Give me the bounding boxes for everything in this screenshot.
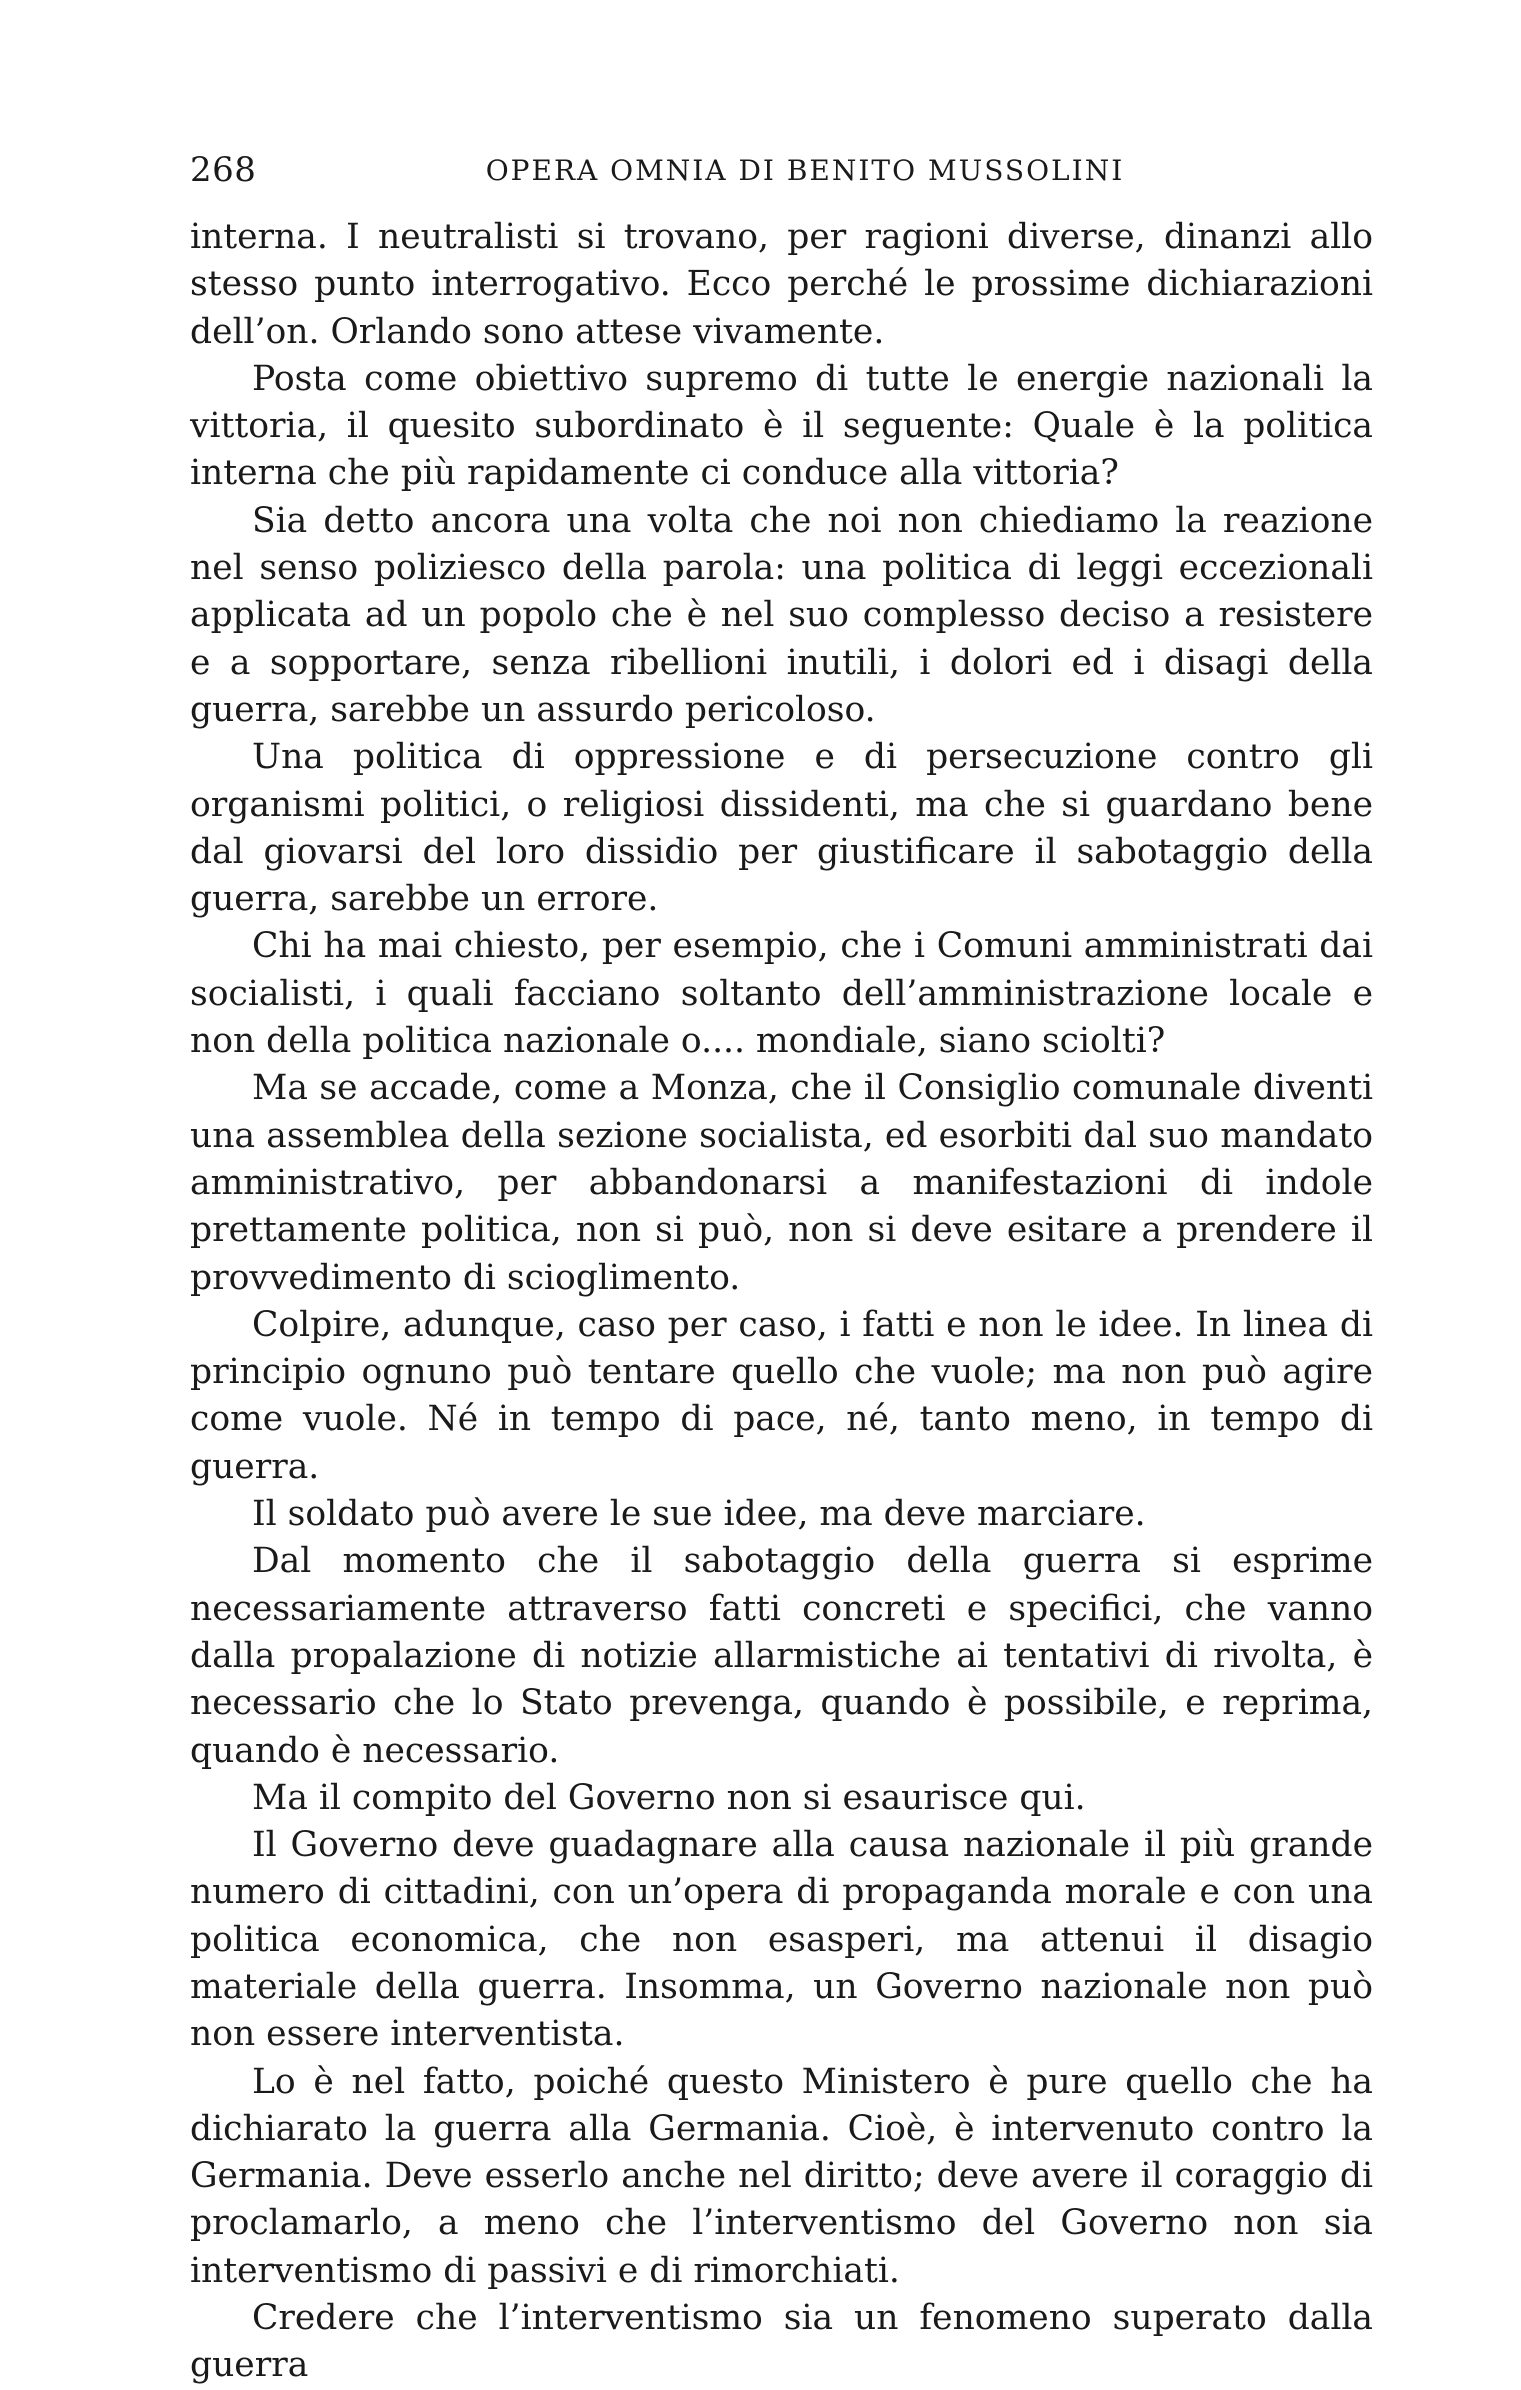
paragraph: interna. I neutralisti si trovano, per ragioni diverse, dinanzi allo stesso punto interrogativo. Ecco perché le prossime dichiarazioni dell’on. Orlando sono attese vivamente. [190,217,1373,352]
paragraph: Ma se accade, come a Monza, che il Consiglio comunale diventi una assemblea della sezione socialista, ed esorbiti dal suo mandato amministrativo, per abbandonarsi a manifestazioni di indole prettamente politica, non si può, non si deve esitare a prendere il provvedimento di scioglimento. [190,1068,1373,1298]
paragraph: Sia detto ancora una volta che noi non chiediamo la reazione nel senso poliziesco della parola: una politica di leggi eccezionali applicata ad un popolo che è nel suo complesso deciso a resistere e a sopportare, senza ribellioni inutili, i dolori ed i disagi della guerra, sarebbe un assurdo pericoloso. [190,500,1373,730]
page-header [190,150,1380,200]
paragraph: Ma il compito del Governo non si esaurisce qui. [252,1777,1086,1818]
paragraph: Posta come obiettivo supremo di tutte le energie nazionali la vittoria, il quesito subordinato è il seguente: Quale è la politica interna che più rapidamente ci conduce alla vittoria? [190,358,1373,494]
paragraph: Il Governo deve guadagnare alla causa nazionale il più grande numero di cittadini, con un’opera di propaganda morale e con una politica economica, che non esasperi, ma attenui il disagio materiale della guerra. Insomma, un Governo nazionale non può non essere interventista. [190,1825,1373,2055]
body-text [190,214,1373,2390]
paragraph: Credere che l’interventismo sia un fenomeno superato dalla guerra [190,2298,1373,2386]
running-title: OPERA OMNIA DI BENITO MUSSOLINI [485,154,1125,187]
paragraph: Il soldato può avere le sue idee, ma deve marciare. [252,1494,1146,1535]
paragraph: Lo è nel fatto, poiché questo Ministero è pure quello che ha dichiarato la guerra alla Germania. Cioè, è intervenuto contro la Germania. Deve esserlo anche nel diritto; deve avere il coraggio di proclamarlo, a meno che l’interventismo del Governo non sia interventismo di passivi e di rimorchiati. [190,2061,1373,2291]
page-number: 268 [190,150,257,190]
paragraph: Una politica di oppressione e di persecuzione contro gli organismi politici, o religiosi dissidenti, ma che si guardano bene dal giovarsi del loro dissidio per giustificare il sabotaggio della guerra, sarebbe un errore. [190,737,1373,920]
paragraph: Colpire, adunque, caso per caso, i fatti e non le idee. In linea di principio ognuno può tentare quello che vuole; ma non può agire come vuole. Né in tempo di pace, né, tanto meno, in tempo di guerra. [190,1304,1373,1487]
paragraph: Chi ha mai chiesto, per esempio, che i Comuni amministrati dai socialisti, i quali facciano soltanto dell’amministrazione locale e non della politica nazionale o.... mondiale, siano sciolti? [190,926,1373,1062]
paragraph: Dal momento che il sabotaggio della guerra si esprime necessariamente attraverso fatti concreti e specifici, che vanno dalla propalazione di notizie allarmistiche ai tentativi di rivolta, è necessario che lo Stato prevenga, quando è possibile, e reprima, quando è necessario. [190,1541,1373,1771]
